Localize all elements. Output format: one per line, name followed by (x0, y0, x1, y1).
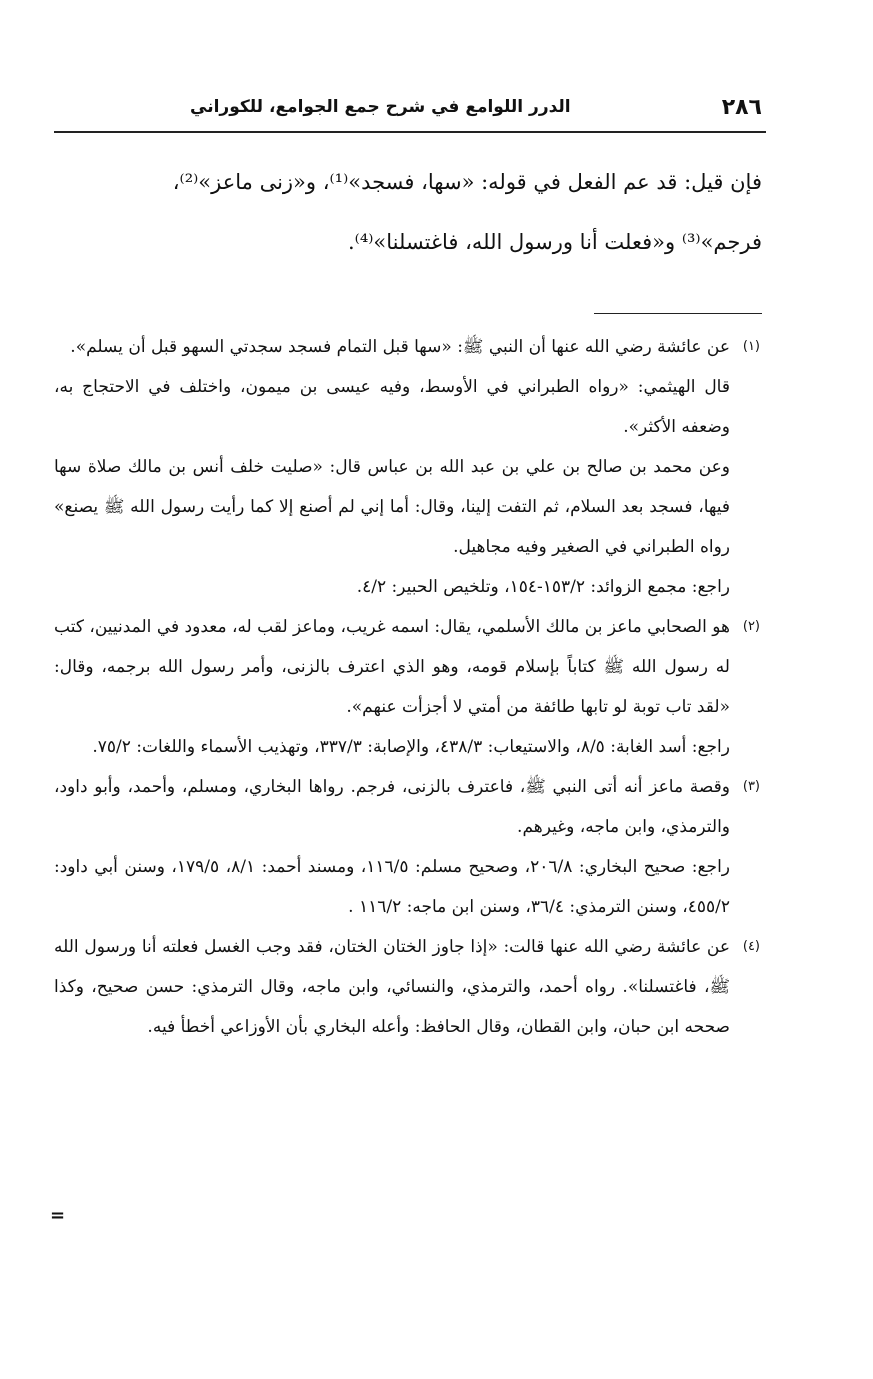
footnote-paragraph: وقصة ماعز أنه أتى النبي ﷺ، فاعترف بالزنى، فرجم. رواها البخاري، ومسلم، وأحمد، وأبو داود، والترمذي، وابن ماجه، وغيرهم. (54, 777, 730, 837)
footnote-paragraph: عن عائشة رضي الله عنها أن النبي ﷺ: «سها قبل التمام فسجد سجدتي السهو قبل أن يسلم». (70, 337, 730, 357)
header-rule (54, 131, 766, 133)
footnotes (54, 327, 760, 1047)
footnote-paragraph: هو الصحابي ماعز بن مالك الأسلمي، يقال: اسمه غريب، وماعز لقب له، معدود في المدنيين، كتب له رسول الله ﷺ كتاباً بإسلام قومه، وهو الذي اعترف بالزنى، وأمر رسول الله برجمه، وقال: «لقد تاب توبة لو تابها طائفة من أمتي لا أجزأت عنهم». (54, 617, 730, 717)
footnote-number: (٣) (742, 779, 760, 794)
footnote-3 (54, 767, 760, 927)
footnote-separator (594, 313, 762, 314)
footnote-paragraph: راجع: مجمع الزوائد: ١٥٣/٢-١٥٤، وتلخيص الحبير: ٤/٢. (356, 577, 730, 597)
footnote-2 (54, 607, 760, 767)
footnote-number: (١) (742, 339, 760, 354)
footnote-4 (54, 927, 760, 1047)
footnote-paragraph: راجع: صحيح البخاري: ٢٠٦/٨، وصحيح مسلم: ١١٦/٥، ومسند أحمد: ٨/١، ١٧٩/٥، وسنن أبي داود: ٤٥٥/٢، وسنن الترمذي: ٣٦/٤، وسنن ابن ماجه: ١١٦/٢ . (54, 857, 730, 917)
continuation-mark: = (50, 1205, 66, 1226)
main-text-line: فرجم»⁽³⁾ و«فعلت أنا ورسول الله، فاغتسلنا»⁽⁴⁾. (347, 230, 762, 254)
main-text-line: فإن قيل: قد عم الفعل في قوله: «سها، فسجد»⁽¹⁾، و«زنى ماعز»⁽²⁾، (172, 170, 762, 194)
main-text (54, 152, 762, 272)
page-number: ٢٨٦ (721, 94, 762, 120)
footnote-paragraph: وعن محمد بن صالح بن علي بن عبد الله بن عباس قال: «صليت خلف أنس بن مالك صلاة سها فيها، فسجد بعد السلام، ثم التفت إلينا، وقال: أما إني لم أصنع إلا كما رأيت رسول الله ﷺ يصنع» رواه الطبراني في الصغير وفيه مجاهيل. (54, 457, 730, 557)
footnote-paragraph: راجع: أسد الغابة: ٨/٥، والاستيعاب: ٤٣٨/٣، والإصابة: ٣٣٧/٣، وتهذيب الأسماء واللغات: ٧٥/٢. (92, 737, 730, 757)
footnote-paragraph: عن عائشة رضي الله عنها قالت: «إذا جاوز الختان الختان، فقد وجب الغسل فعلته أنا ورسول الله ﷺ، فاغتسلنا». رواه أحمد، والترمذي، والنسائي، وابن ماجه، وقال الترمذي: حسن صحيح، وكذا صححه ابن حبان، وابن القطان، وقال الحافظ: وأعله البخاري بأن الأوزاعي أخطأ فيه. (54, 937, 730, 1037)
footnote-number: (٤) (742, 939, 760, 954)
footnote-number: (٢) (742, 619, 760, 634)
footnote-1 (54, 327, 760, 607)
page-header (190, 88, 762, 126)
footnote-paragraph: قال الهيثمي: «رواه الطبراني في الأوسط، وفيه عيسى بن ميمون، واختلف في الاحتجاج به، وضعفه الأكثر». (54, 377, 730, 437)
running-title: الدرر اللوامع في شرح جمع الجوامع، للكوراني (190, 97, 571, 117)
